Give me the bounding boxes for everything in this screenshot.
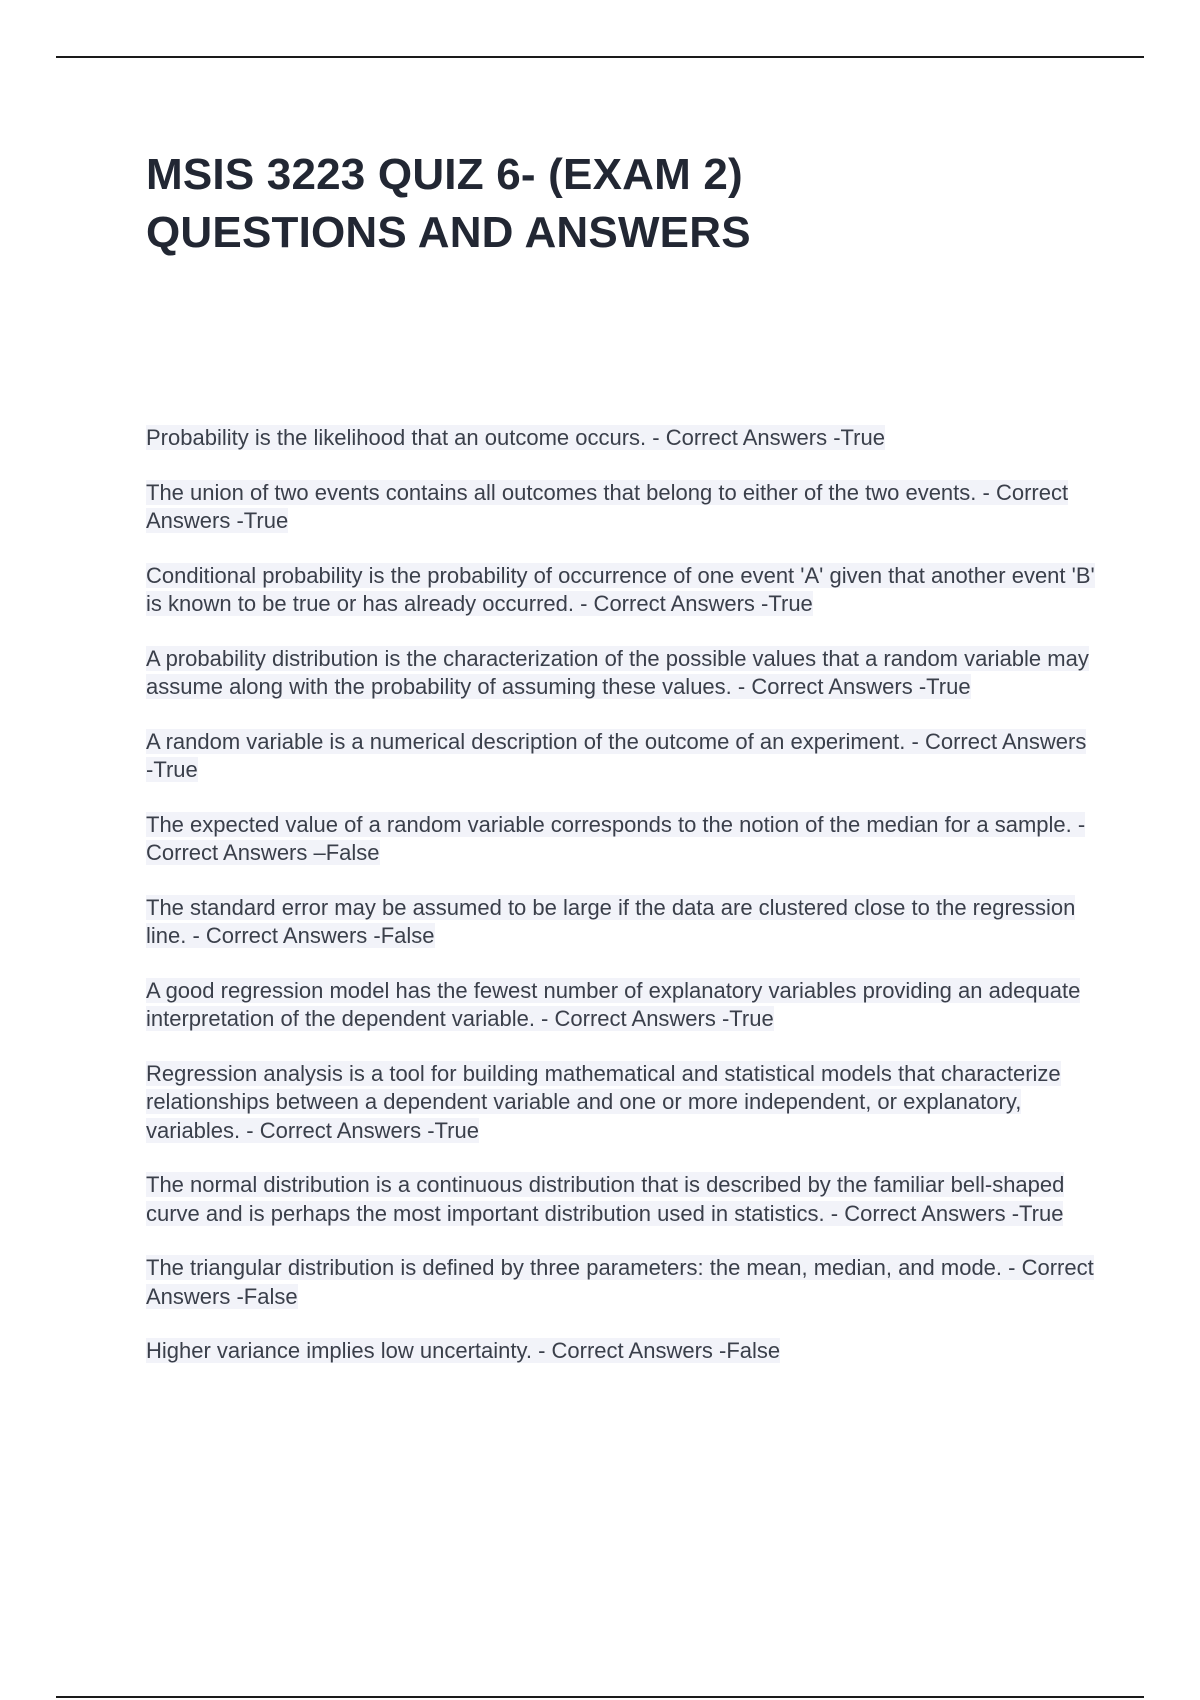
qa-item bbox=[146, 479, 1096, 536]
qa-item bbox=[146, 1060, 1096, 1146]
qa-item bbox=[146, 811, 1096, 868]
qa-item-text: The union of two events contains all outcomes that belong to either of the two events. - Correct Answers -True bbox=[146, 479, 1069, 533]
qa-item-text: A random variable is a numerical description of the outcome of an experiment. - Correct Answers -True bbox=[146, 728, 1087, 782]
qa-item-text: The standard error may be assumed to be large if the data are clustered close to the regression line. - Correct Answers -False bbox=[146, 894, 1076, 948]
qa-item bbox=[146, 1171, 1096, 1228]
qa-item-text: Conditional probability is the probability of occurrence of one event 'A' given that another event 'B' is known to be true or has already occurred. - Correct Answers -True bbox=[146, 562, 1095, 616]
bottom-rule bbox=[56, 1696, 1144, 1698]
qa-item bbox=[146, 728, 1096, 785]
qa-item bbox=[146, 894, 1096, 951]
qa-list bbox=[146, 424, 1096, 1392]
title-line-2: QUESTIONS AND ANSWERS bbox=[146, 208, 751, 257]
qa-item bbox=[146, 562, 1096, 619]
qa-item bbox=[146, 1337, 1096, 1366]
qa-item-text: The triangular distribution is defined by three parameters: the mean, median, and mode. - Correct Answers -False bbox=[146, 1255, 1094, 1309]
qa-item bbox=[146, 424, 1096, 453]
qa-item-text: Regression analysis is a tool for building mathematical and statistical models that characterize relationships between a dependent variable and one or more independent, or explanatory, variables. - Correct Answers -True bbox=[146, 1060, 1061, 1143]
qa-item bbox=[146, 1254, 1096, 1311]
qa-item-text: Probability is the likelihood that an outcome occurs. - Correct Answers -True bbox=[146, 425, 885, 450]
document-title bbox=[146, 146, 1106, 262]
qa-item-text: A probability distribution is the characterization of the possible values that a random variable may assume along with the probability of assuming these values. - Correct Answers -True bbox=[146, 645, 1089, 699]
title-line-1: MSIS 3223 QUIZ 6- (EXAM 2) bbox=[146, 150, 743, 199]
qa-item-text: A good regression model has the fewest number of explanatory variables providing an adequate interpretation of the dependent variable. - Correct Answers -True bbox=[146, 977, 1081, 1031]
qa-item-text: The normal distribution is a continuous distribution that is described by the familiar bell-shaped curve and is perhaps the most important distribution used in statistics. - Correct Answers -True bbox=[146, 1172, 1065, 1226]
qa-item-text: The expected value of a random variable corresponds to the notion of the median for a sample. - Correct Answers –False bbox=[146, 811, 1086, 865]
qa-item bbox=[146, 645, 1096, 702]
top-rule bbox=[56, 56, 1144, 58]
qa-item bbox=[146, 977, 1096, 1034]
qa-item-text: Higher variance implies low uncertainty. - Correct Answers -False bbox=[146, 1338, 781, 1363]
